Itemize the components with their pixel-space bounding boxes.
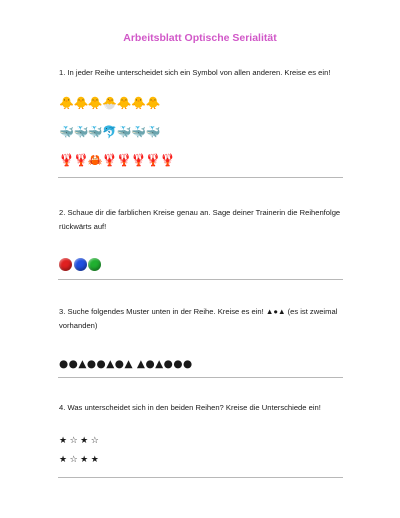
- task-3-instruction: 3. Suche folgendes Muster unten in der Reihe. Kreise es ein! ▲●▲ (es ist zweimal vorhanden): [59, 307, 338, 330]
- task-1-instruction: 1. In jeder Reihe unterscheidet sich ein Symbol von allen anderen. Kreise es ein!: [59, 68, 331, 77]
- task-4-instruction: 4. Was unterscheidet sich in den beiden Reihen? Kreise die Unterschiede ein!: [59, 403, 321, 412]
- red-circle: [59, 258, 72, 271]
- section-divider: [58, 177, 343, 178]
- section-divider: [58, 477, 343, 478]
- section-divider: [58, 279, 343, 280]
- lobster-emoji-row: 🦞🦞🦀🦞🦞🦞🦞🦞: [59, 153, 175, 167]
- colored-circles-row: [59, 258, 103, 276]
- green-circle: [88, 258, 101, 271]
- star-row-1: ★☆★☆: [59, 436, 102, 446]
- shape-sequence-row: ●●▲●●▲●▲ ▲●▲●●●: [59, 358, 193, 370]
- whale-emoji-row: 🐳🐳🐳🐬🐳🐳🐳: [59, 125, 161, 139]
- star-row-2: ★☆★★: [59, 455, 102, 465]
- blue-circle: [74, 258, 87, 271]
- chick-emoji-row: 🐥🐥🐥🐣🐥🐥🐥: [59, 96, 161, 110]
- worksheet-title: Arbeitsblatt Optische Serialität: [123, 32, 277, 44]
- section-divider: [58, 377, 343, 378]
- task-2-instruction: 2. Schaue dir die farblichen Kreise genau an. Sage deiner Trainerin die Reihenfolge rückwärts auf!: [59, 208, 341, 231]
